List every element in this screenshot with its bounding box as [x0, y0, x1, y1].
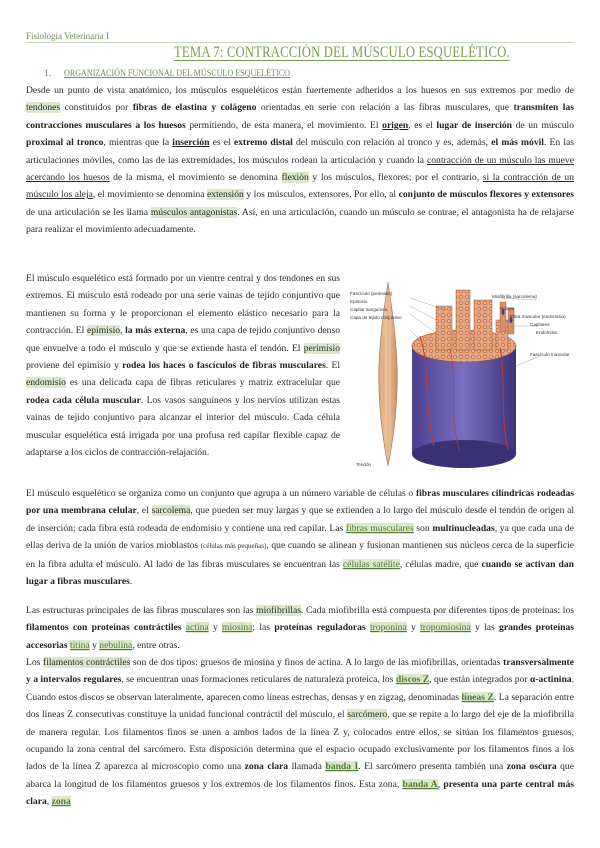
paragraph-5: [26, 654, 574, 811]
text: . El sarcómero presenta también una: [358, 761, 507, 773]
term-miosina: miosina: [222, 622, 253, 634]
paragraph-4: [26, 602, 574, 654]
paragraph-3: [26, 485, 574, 590]
bold-text: proximal al tronco: [26, 137, 104, 149]
text: , que se repite a lo largo del eje de la miofibrilla de manera regular. Los filamentos finos se unen a ambos lados de la línea Z y, colocados entre ellos, se sitúan los filamentos gruesos, ocupando la zona central del sarcómero. Esta disposición determina que el espacio ocupado exclusivamente por los filamentos finos a los lados de la línea Z aparezca al microscopio como una: [26, 709, 575, 773]
underlined-text: contracción de un músculo las mueve acercando los huesos: [26, 154, 574, 184]
bold-text: transversalmente y a intervalos regulares: [26, 657, 574, 686]
figure-label: Fascículo muscular: [530, 352, 570, 357]
section-title: ORGANIZACIÓN FUNCIONAL DEL MÚSCULO ESQUELÉTICO: [63, 69, 290, 79]
bold-text: transmiten las contracciones musculares a los huesos: [26, 102, 575, 131]
header-course: Fisiología Veterinaria I: [26, 31, 109, 41]
term-filamentos-contractiles: filamentos contráctiles: [43, 657, 131, 668]
text: es una delicada capa de fibras reticulares y matriz extracelular que: [65, 377, 340, 389]
term-sarcomero: sarcómero: [347, 709, 388, 721]
text: . El: [325, 360, 340, 372]
text: llamada: [288, 761, 326, 773]
text: del músculo con relación al tronco y es, además,: [292, 137, 492, 149]
figure-label: Tendón: [356, 462, 372, 467]
term-extension: extensión: [207, 189, 244, 201]
muscle-diagram-image: [350, 276, 574, 472]
text: , entre otras.: [132, 639, 180, 651]
text: constituidos por: [60, 102, 133, 114]
bold-text: rodea cada célula muscular: [26, 394, 141, 406]
bold-text: proteínas reguladoras: [274, 622, 366, 634]
text: , el: [136, 505, 152, 517]
bold-text: fibras de elastina y colágeno: [132, 102, 257, 114]
paragraph-2: [26, 270, 340, 461]
figure-label: Capa de tejido conjuntivo: [350, 315, 402, 320]
term-discos-z: discos Z: [395, 674, 430, 686]
text: proviene del epimisio y: [26, 360, 123, 372]
figure-label: Fibra muscular (endomisio): [510, 314, 566, 319]
term-titina: titina: [69, 639, 90, 651]
text: , es el: [408, 119, 437, 131]
text: de un músculo: [512, 119, 574, 131]
term-musculos-antagonistas: músculos antagonistas: [150, 206, 238, 218]
text: . Cuando estos discos se observan lateralmente, aparecen como líneas estrechas, densas y en zigzag, denominadas: [26, 674, 574, 703]
text: que abarca la longitud de los filamentos gruesos y los extremos de los filamentos finos. Esta zona,: [26, 761, 574, 790]
bold-text: extremo distal: [233, 137, 293, 149]
text: permitiendo, de esta manera, el movimiento. El: [185, 119, 383, 131]
bold-text: rodea los haces o fascículos de fibras musculares: [122, 360, 326, 372]
small-text: (células más pequeñas): [200, 542, 267, 551]
term-tendones: tendones: [26, 102, 61, 114]
term-troponina: troponina: [369, 622, 407, 634]
bold-text: fibras musculares cilíndricas rodeadas por una membrana celular: [26, 488, 574, 517]
term-celulas-satelite: células satélite: [342, 558, 400, 570]
text: Desde un punto de vista anatómico, los músculos esqueléticos están fuertemente adheridos a los huesos en sus extremos por medio de: [26, 85, 574, 96]
text: , ya que cada una de ellas deriva de la unión de varios mioblastos: [26, 522, 574, 552]
bold-text: cuando se activan dan lugar a fibras musculares: [26, 558, 574, 588]
term-sarcolema: sarcolema: [151, 505, 191, 517]
text: , que pueden ser muy largas y que se extienden a lo largo del músculo desde el tendón de origen al de inserción; cada fibra está rodeada de endomisio y contiene una red capilar. Las: [26, 505, 574, 534]
term-tropomiosina: tropomiosina: [420, 622, 471, 634]
term-nebulina: nebulina: [99, 639, 133, 651]
text: . En las articulaciones móviles, como las de las extremidades, los músculos rodean la articulación y cuando la: [26, 137, 574, 166]
text: , que están integrados por: [429, 674, 530, 686]
text: Los: [26, 657, 43, 668]
figure-label: Endomisio: [536, 330, 558, 335]
underlined-text: si la contracción de un músculo los aleja: [26, 172, 574, 201]
text: son de dos tipos: gruesos de miosina y finos de actina. A lo largo de las miofibrillas, orientadas: [130, 657, 504, 668]
figure-label: Capilar sanguíneo: [350, 307, 388, 312]
header-divider: [26, 42, 574, 43]
text: . Cada miofibrilla está compuesta por diferentes tipos de proteínas: los: [300, 605, 574, 616]
term-banda-i: banda I: [325, 761, 359, 773]
text: , mientras que la: [103, 137, 173, 149]
term-flexion: flexión: [281, 172, 309, 184]
text: es el: [209, 137, 234, 149]
text: , células madre, que: [399, 558, 482, 570]
term-insercion: inserción: [172, 137, 210, 149]
figure-label: Epimisio: [350, 299, 368, 304]
bold-text: multinucleadas: [432, 522, 495, 534]
term-miofibrillas: miofibrillas: [256, 605, 301, 616]
text: y las: [470, 622, 500, 634]
text: .: [129, 576, 133, 588]
bold-text: el más móvil: [491, 137, 544, 149]
text: y los músculos, extensores. Por ello, al: [243, 189, 399, 201]
text: ; las: [252, 622, 275, 634]
text: , es una capa de tejido conjuntivo denso que envuelve a todo el músculo y que se extiende hasta el tendón. El: [26, 325, 341, 354]
text: , que cuando se alinean y fusionan mantienen sus núcleos cerca de la superficie en la fibra adulta el músculo. Al lado de las fibras musculares se encuentran las: [26, 540, 575, 570]
text: , se encuentran unas formaciones reticulares de naturaleza proteica, los: [121, 674, 396, 686]
term-endomisio: endomisio: [26, 377, 66, 389]
term-zona: zona: [51, 796, 71, 808]
figure-label: Miofibrilla (sarcolema): [492, 294, 537, 299]
figure-label: Fascículo (perimisio): [350, 291, 393, 296]
bold-text: zona clara: [244, 761, 289, 773]
bold-text: filamentos con proteínas contráctiles: [26, 622, 182, 634]
text: El músculo esquelético se organiza como un conjunto que agrupa a un número variable de células o: [26, 488, 416, 499]
text: , el movimiento se denomina: [92, 189, 208, 201]
term-fibras-musculares: fibras musculares: [345, 522, 414, 534]
paragraph-1: [26, 82, 574, 239]
text: orientadas en serie con relación a las fibras musculares, que: [256, 102, 514, 114]
figure-label: Núcleo: [500, 306, 515, 311]
text: de la misma, el movimiento se denomina: [109, 172, 282, 184]
text: y: [406, 622, 421, 634]
bold-text: presenta una parte central más clara: [26, 778, 574, 808]
term-lineas-z: líneas Z: [461, 691, 494, 703]
page-title: TEMA 7: CONTRACCIÓN DEL MÚSCULO ESQUELÉTICO.: [174, 44, 510, 61]
section-number: 1.: [44, 69, 52, 79]
section-heading: [44, 69, 329, 79]
bold-text: conjunto de músculos flexores y extensores: [398, 189, 574, 201]
text: ,: [46, 796, 52, 808]
text: y: [208, 622, 223, 634]
text: y: [89, 639, 100, 651]
text: . La separación entre dos líneas Z consecutivas constituye la unidad funcional contráctil del músculo, el: [26, 691, 574, 721]
text: . Así, en una articulación, cuando un músculo se contrae, el antagonista ha de relajarse para realizar el movimiento adecuadamente.: [26, 206, 574, 236]
text: son: [413, 522, 433, 534]
bold-text: lugar de inserción: [436, 119, 513, 131]
bold-text: la más externa: [125, 325, 186, 337]
muscle-structure-figure: [350, 276, 574, 472]
text: . Los vasos sanguíneos y los nervios utilizan estas vainas de tejido conjuntivo para alcanzar el interior del músculo. Cada célula muscular esquelética está irrigada por una profusa red capilar flexible capaz de adaptarse a los ciclos de contracción-relajación.: [26, 394, 340, 459]
bold-text: zona oscura: [506, 761, 557, 773]
bold-text: α-actinina: [529, 674, 572, 686]
term-epimisio: epimisio: [86, 325, 121, 337]
text: Las estructuras principales de las fibras musculares son las: [26, 605, 257, 616]
text: ,: [120, 325, 126, 337]
term-banda-a: banda A: [402, 778, 438, 790]
text: El músculo esquelético está formado por un vientre central y dos tendones en sus extremos. El músculo está rodeado por una serie vainas de tejido conjuntivo que mantienen su forma y le proporcionan el elemento elástico necesario para la contracción. El: [26, 273, 340, 337]
text: de una articulación se les llama: [26, 206, 151, 218]
term-perimisio: perimisio: [303, 342, 340, 354]
text: y los músculos, flexores; por el contrario,: [308, 172, 483, 184]
bold-text: grandes proteínas accesorias: [26, 622, 575, 651]
figure-label: Capilares: [530, 322, 550, 327]
text: ,: [437, 778, 444, 790]
term-actina: actina: [185, 622, 209, 634]
term-origen: origen: [382, 119, 409, 131]
